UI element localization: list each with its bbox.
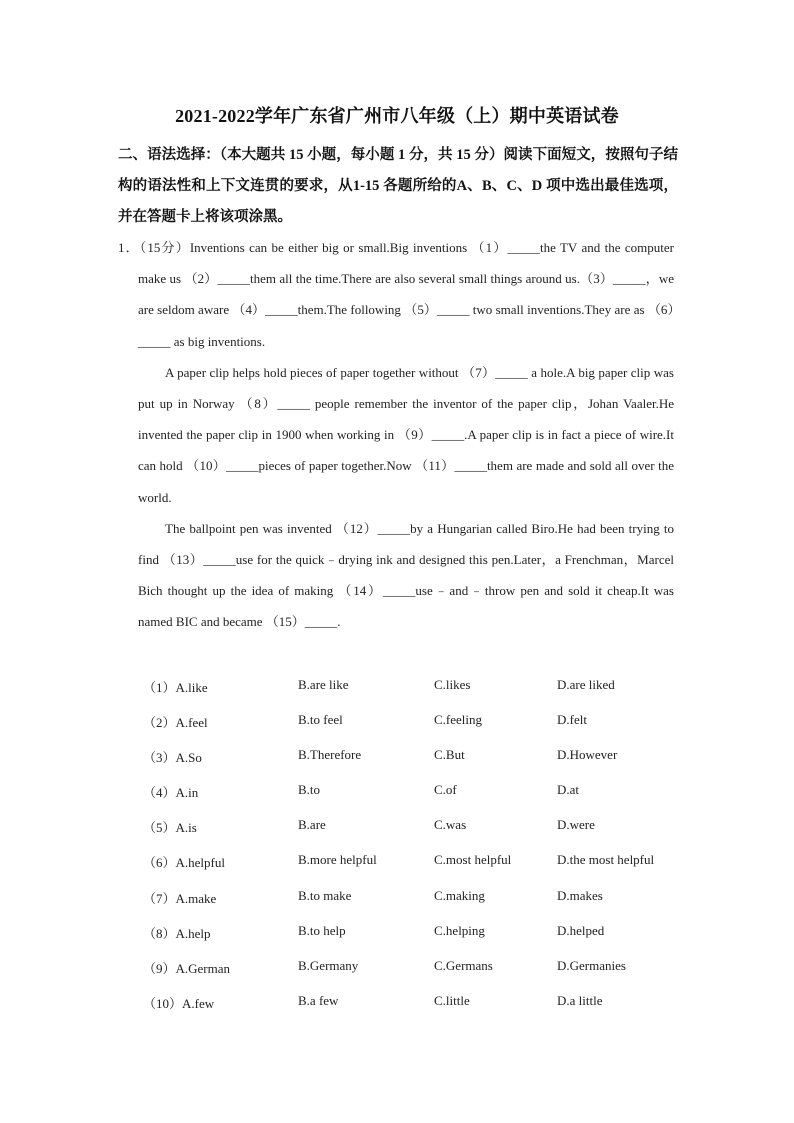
option-a: （9）A.German (143, 960, 231, 976)
option-c: C.feeling (434, 712, 483, 728)
option-c: C.helping (434, 922, 485, 938)
option-row (143, 880, 683, 915)
option-d: D.were (557, 817, 595, 833)
option-c: C.likes (434, 677, 471, 692)
option-a: （5）A.is (143, 820, 197, 836)
option-c: C.Germans (434, 957, 493, 973)
option-d: D.Germanies (557, 957, 626, 973)
option-c: C.most helpful (434, 852, 512, 868)
option-d: D.However (557, 747, 618, 763)
passage-paragraph: 1．（15分）Inventions can be either big or small.Big inventions （1）_____the TV and the computer make us （2）_____them all the time.There are also several small things around us.（3）_____，we are seldom aware （4）_____them.The following （5）_____ two small inventions.They are as （6）_____ as big inventions. (118, 240, 674, 349)
option-row (143, 844, 683, 879)
option-c: C.of (434, 782, 457, 798)
option-c: C.making (434, 887, 485, 903)
option-row (143, 774, 683, 809)
option-d: D.helped (557, 922, 605, 938)
option-a: （3）A.So (143, 750, 202, 766)
option-a: （10）A.few (143, 995, 215, 1011)
option-b: B.are like (298, 677, 349, 692)
option-c: C.little (434, 992, 470, 1008)
option-b: B.Therefore (298, 747, 362, 763)
option-b: B.more helpful (298, 852, 377, 868)
option-c: C.But (434, 747, 465, 763)
option-a: （6）A.helpful (143, 855, 225, 871)
option-a: （1）A.like (143, 680, 208, 695)
option-b: B.Germany (298, 957, 359, 973)
option-row (143, 669, 683, 704)
option-b: B.are (298, 817, 326, 833)
option-b: B.to (298, 782, 321, 798)
option-c: C.was (434, 817, 467, 833)
option-b: B.a few (298, 992, 339, 1008)
option-row (143, 739, 683, 774)
option-a: （4）A.in (143, 785, 199, 801)
option-b: B.to make (298, 887, 352, 903)
option-row (143, 985, 683, 1020)
option-d: D.are liked (557, 677, 615, 692)
option-b: B.to help (298, 922, 346, 938)
option-a: （7）A.make (143, 890, 217, 906)
option-a: （8）A.help (143, 925, 211, 941)
option-b: B.to feel (298, 712, 343, 728)
option-d: D.makes (557, 887, 603, 903)
option-d: D.a little (557, 992, 603, 1008)
option-a: （2）A.feel (143, 715, 208, 731)
option-row (143, 809, 683, 844)
options-list (143, 669, 683, 1020)
option-d: D.the most helpful (557, 852, 655, 868)
option-row (143, 915, 683, 950)
section-instruction: 二、语法选择：（本大题共 15 小题，每小题 1 分，共 15 分）阅读下面短文，按照句子结构的语法性和上下文连贯的要求，从1-15 各题所给的A、B、C、D 项中选出最佳选项，并在答题卡上将该项涂黑。 (118, 147, 678, 225)
passage-paragraph: The ballpoint pen was invented （12）_____by a Hungarian called Biro.He had been trying to find （13）_____use for the quick﹣drying ink and designed this pen.Later，a Frenchman，Marcel Bich thought up the idea of making （14）_____use﹣and﹣throw pen and sold it cheap.It was named BIC and became （15）_____. (138, 520, 674, 630)
question-passage (118, 232, 674, 638)
option-d: D.felt (557, 712, 587, 728)
page-title: 2021-2022学年广东省广州市八年级（上）期中英语试卷 (175, 106, 619, 126)
passage-paragraph: A paper clip helps hold pieces of paper together without （7）_____ a hole.A big paper clip was put up in Norway （8）_____ people remember the inventor of the paper clip，Johan Vaaler.He invented the paper clip in 1900 when working in （9）_____.A paper clip is in fact a piece of wire.It can hold （10）_____pieces of paper together.Now （11）_____them are made and sold all over the world. (138, 364, 674, 505)
option-d: D.at (557, 782, 580, 798)
option-row (143, 950, 683, 985)
option-row (143, 704, 683, 739)
